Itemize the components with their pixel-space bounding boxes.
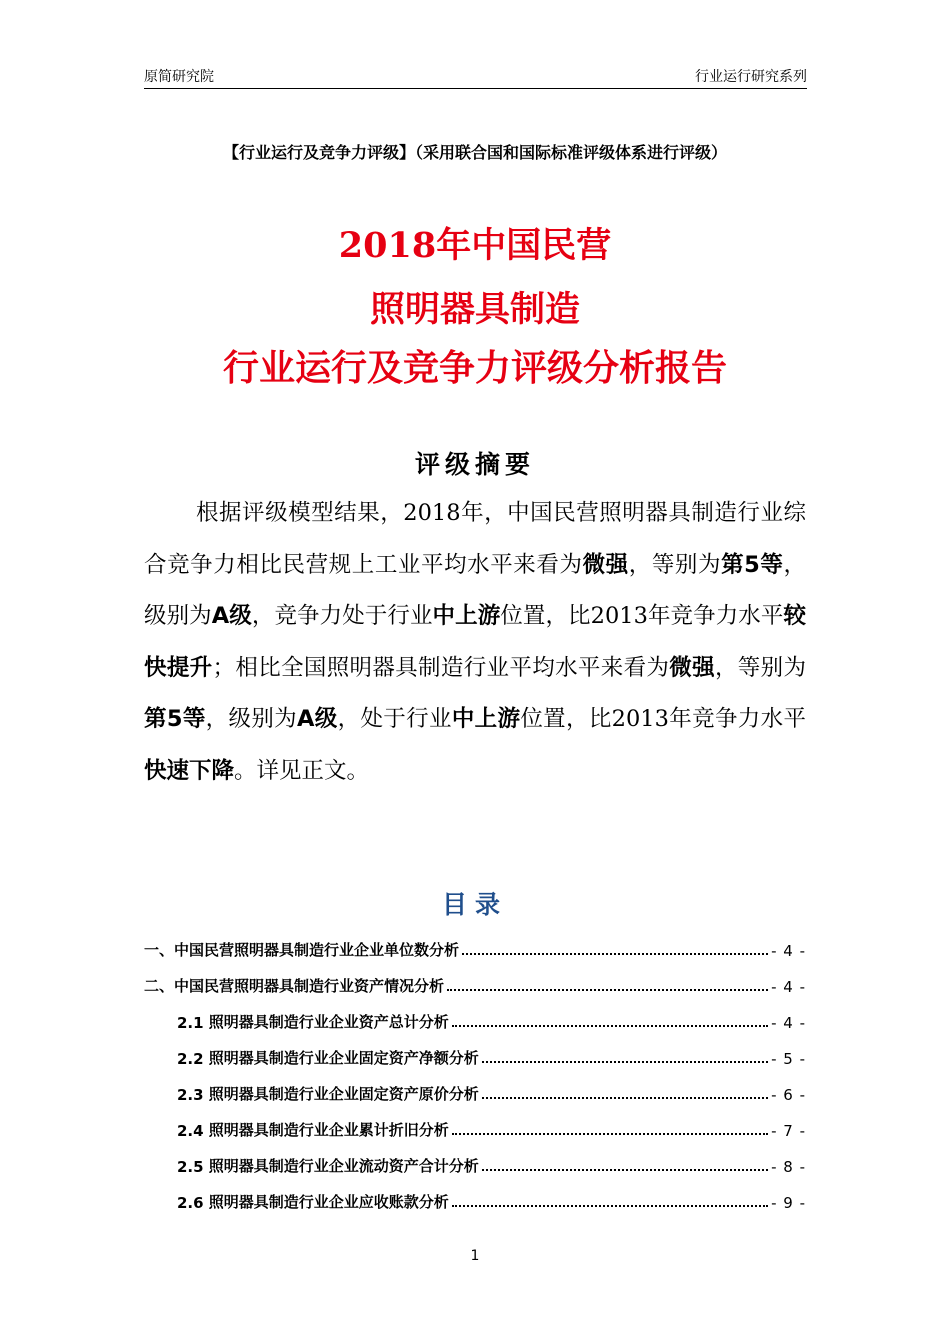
summary-highlight: A级 bbox=[211, 603, 252, 630]
toc-entry-number: 2.2 bbox=[177, 1050, 209, 1068]
summary-text: 根据评级模型结果，2018年，中国民营照明器具制造行业综合竞争力相比民营规上工业平均水平来看为 bbox=[144, 500, 806, 578]
summary-paragraph bbox=[144, 488, 806, 798]
toc-entry-page: - 6 - bbox=[771, 1086, 806, 1104]
toc-subentry[interactable] bbox=[177, 1080, 806, 1104]
summary-text: ，等别为 bbox=[714, 654, 806, 681]
summary-highlight: A级 bbox=[297, 706, 338, 733]
summary-highlight: 中上游 bbox=[451, 706, 521, 733]
toc-entry-number: 2.5 bbox=[177, 1158, 209, 1176]
summary-highlight: 第5等 bbox=[144, 706, 206, 733]
toc-entry-number: 2.6 bbox=[177, 1194, 209, 1212]
toc-leader-dots bbox=[452, 1204, 768, 1207]
toc-subentry[interactable] bbox=[177, 1044, 806, 1068]
summary-text: ，级别为 bbox=[205, 706, 298, 733]
toc-entry[interactable] bbox=[144, 972, 806, 996]
summary-text: 。详见正文。 bbox=[234, 757, 370, 784]
toc-subentry[interactable] bbox=[177, 1008, 806, 1032]
page-number: 1 bbox=[470, 1248, 480, 1264]
header-series-name: 行业运行研究系列 bbox=[695, 69, 807, 85]
toc-entry-page: - 4 - bbox=[771, 978, 806, 996]
toc-entry-label: 照明器具制造行业企业累计折旧分析 bbox=[208, 1121, 449, 1139]
toc-entry-number: 2.4 bbox=[177, 1122, 209, 1140]
toc-leader-dots bbox=[462, 952, 768, 955]
toc-entry-label: 中国民营照明器具制造行业资产情况分析 bbox=[174, 977, 445, 995]
summary-text: ，处于行业 bbox=[337, 706, 452, 733]
summary-text: ，竞争力处于行业 bbox=[251, 603, 433, 630]
toc-entry-number: 2.1 bbox=[177, 1014, 209, 1032]
toc-entry-page: - 4 - bbox=[771, 942, 806, 960]
toc-entry-number: 一、 bbox=[144, 941, 175, 959]
summary-highlight: 微强 bbox=[582, 551, 629, 578]
report-title-line-1: 2018年中国民营 bbox=[338, 225, 612, 266]
toc-entry-label: 中国民营照明器具制造行业企业单位数分析 bbox=[174, 941, 460, 959]
toc-entry-page: - 4 - bbox=[771, 1014, 806, 1032]
toc-entry-label: 照明器具制造行业企业资产总计分析 bbox=[208, 1013, 449, 1031]
toc-leader-dots bbox=[452, 1132, 768, 1135]
toc-leader-dots bbox=[482, 1060, 768, 1063]
toc-entry-label: 照明器具制造行业企业固定资产原价分析 bbox=[208, 1085, 479, 1103]
toc-entry-label: 照明器具制造行业企业固定资产净额分析 bbox=[208, 1049, 479, 1067]
summary-highlight: 较快提升 bbox=[144, 603, 806, 681]
summary-text: 位置，比2013年竞争力水平 bbox=[500, 603, 784, 630]
page-header bbox=[144, 66, 807, 89]
toc-entry-number: 2.3 bbox=[177, 1086, 209, 1104]
toc-entry-number: 二、 bbox=[144, 977, 175, 995]
toc-entry-label: 照明器具制造行业企业流动资产合计分析 bbox=[208, 1157, 479, 1175]
toc-entry-page: - 5 - bbox=[771, 1050, 806, 1068]
summary-highlight: 微强 bbox=[669, 654, 715, 681]
toc-entry-page: - 7 - bbox=[771, 1122, 806, 1140]
summary-text: ，级别为 bbox=[144, 551, 806, 630]
summary-text: ，等别为 bbox=[628, 551, 722, 578]
toc-subentry[interactable] bbox=[177, 1188, 806, 1212]
report-tagline: 【行业运行及竞争力评级】（采用联合国和国际标准评级体系进行评级） bbox=[222, 143, 727, 162]
toc-subentry[interactable] bbox=[177, 1116, 806, 1140]
summary-highlight: 第5等 bbox=[721, 551, 784, 578]
summary-heading: 评级摘要 bbox=[414, 450, 535, 479]
toc-heading: 目录 bbox=[441, 890, 508, 919]
report-title-line-2: 照明器具制造 bbox=[369, 289, 580, 330]
summary-text: 位置，比2013年竞争力水平 bbox=[520, 706, 806, 733]
toc-subentry[interactable] bbox=[177, 1152, 806, 1176]
toc-leader-dots bbox=[447, 988, 768, 991]
toc-entry-page: - 8 - bbox=[771, 1158, 806, 1176]
toc-leader-dots bbox=[452, 1024, 768, 1027]
summary-highlight: 中上游 bbox=[432, 603, 501, 630]
report-title-line-3: 行业运行及竞争力评级分析报告 bbox=[222, 347, 727, 389]
header-org-name: 原简研究院 bbox=[144, 69, 214, 85]
toc-entry-label: 照明器具制造行业企业应收账款分析 bbox=[208, 1193, 449, 1211]
toc-leader-dots bbox=[482, 1168, 768, 1171]
toc-leader-dots bbox=[482, 1096, 768, 1099]
toc-entry[interactable] bbox=[144, 936, 806, 960]
summary-text: ；相比全国照明器具制造行业平均水平来看为 bbox=[212, 654, 670, 681]
toc-entry-page: - 9 - bbox=[771, 1194, 806, 1212]
summary-highlight: 快速下降 bbox=[144, 757, 235, 784]
